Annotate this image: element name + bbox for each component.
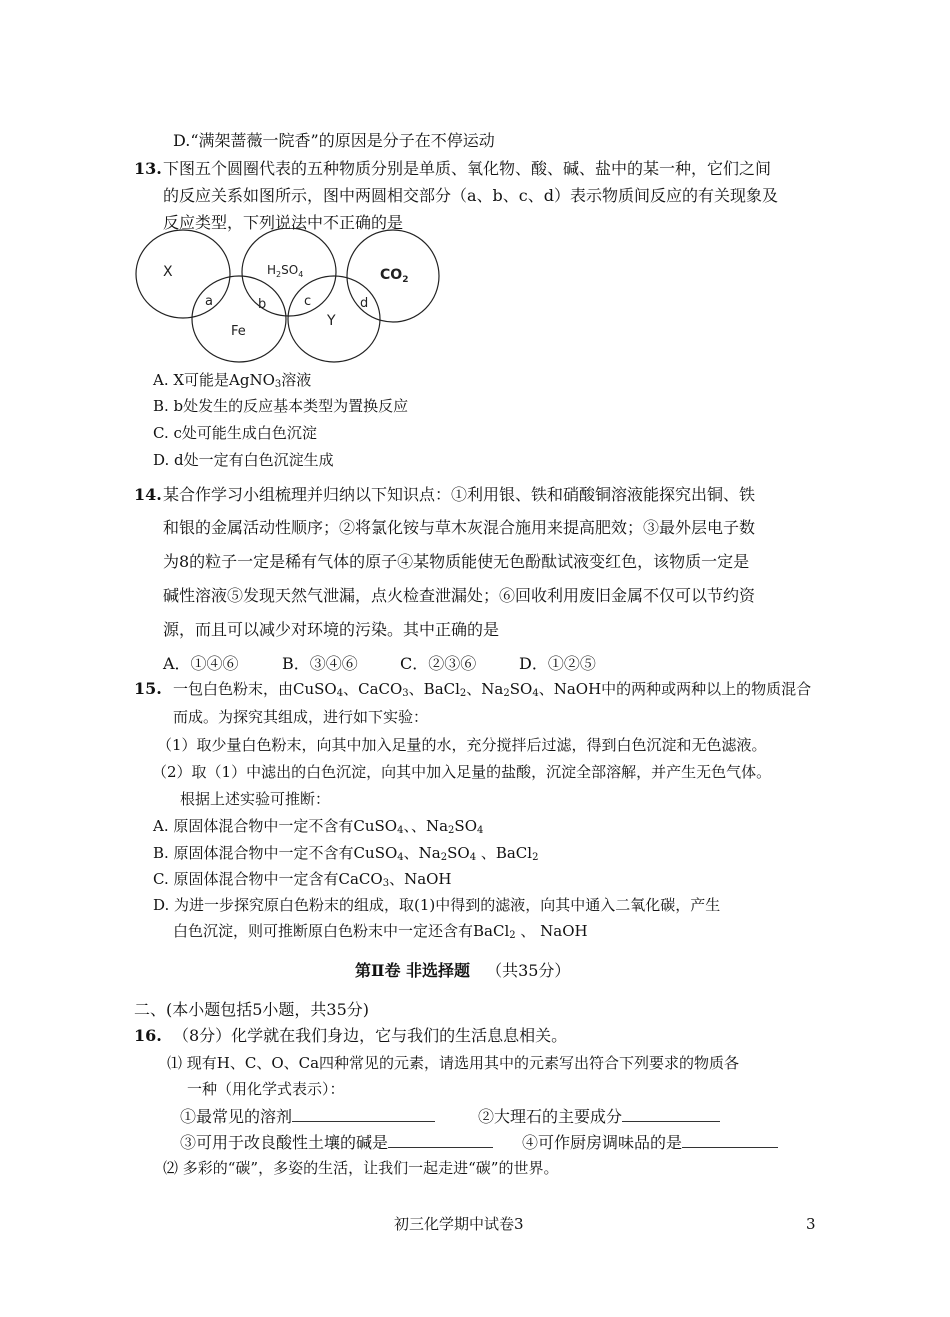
q16-stem: （8分）化学就在我们身边，它与我们的生活息息相关。 <box>173 1026 568 1045</box>
q15-option-d-line-2: 白色沉淀，则可推断原白色粉末中一定还含有BaCl$_2$ 、 NaOH <box>173 922 588 941</box>
q13-number: 13. <box>134 159 162 178</box>
q13-option-d: D. d处一定有白色沉淀生成 <box>153 451 334 469</box>
q14-option-d: D．①②⑤ <box>519 654 596 673</box>
label-a: a <box>205 294 213 309</box>
answer-blank-4[interactable] <box>682 1131 778 1148</box>
label-c: c <box>304 294 312 309</box>
q14-line-4: 碱性溶液⑤发现天然气泄漏，点火检查泄漏处；⑥回收利用废旧金属不仅可以节约资 <box>163 586 756 605</box>
q16-item-1: ①最常见的溶剂 <box>180 1105 435 1127</box>
q15-inference: 根据上述实验可推断： <box>180 790 331 808</box>
q13-option-c: C. c处可能生成白色沉淀 <box>153 424 317 442</box>
q13-stem-line-2: 的反应关系如图所示，图中两圆相交部分（a、b、c、d）表示物质间反应的有关现象及 <box>163 186 778 205</box>
part2-section: 二、(本小题包括5小题，共35分) <box>134 1000 370 1019</box>
q14-line-2: 和银的金属活动性顺序；②将氯化铵与草木灰混合施用来提高肥效；③最外层电子数 <box>163 518 756 537</box>
part2-header <box>355 961 570 981</box>
part2-title: 第Ⅱ卷 非选择题 <box>355 961 471 980</box>
q13-stem-line-3: 反应类型，下列说法中不正确的是 <box>163 213 404 232</box>
q15-option-c: C. 原固体混合物中一定含有CaCO$_3$、NaOH <box>153 870 452 889</box>
venn-diagram <box>134 228 444 368</box>
q15-experiment-2: （2）取（1）中滤出的白色沉淀，向其中加入足量的盐酸，沉淀全部溶解，并产生无色气体。 <box>152 763 772 781</box>
q16-sub1-line-1: ⑴ 现有H、C、O、Ca四种常见的元素，请选用其中的元素写出符合下列要求的物质各 <box>167 1054 740 1072</box>
q12-option-d: D.“满架蔷薇一院香”的原因是分子在不停运动 <box>173 131 495 150</box>
circle-fe <box>192 276 286 362</box>
label-co2: $CO_2$ <box>380 267 409 285</box>
label-fe: Fe <box>231 324 246 339</box>
q13-stem-line-1: 下图五个圆圈代表的五种物质分别是单质、氧化物、酸、碱、盐中的某一种，它们之间 <box>163 159 772 178</box>
part2-score: （共35分） <box>486 961 571 980</box>
answer-blank-2[interactable] <box>622 1105 720 1122</box>
q16-sub1-line-2: 一种（用化学式表示）： <box>187 1080 345 1098</box>
q16-number: 16. <box>134 1026 162 1045</box>
label-y: Y <box>327 313 336 329</box>
q15-stem-line-1: 一包白色粉末，由CuSO$_4$、CaCO$_3$、BaCl$_2$、$Na_2SO_4$、NaOH中的两种或两种以上的物质混合 <box>173 680 812 699</box>
q14-option-c: C．②③⑥ <box>400 654 477 673</box>
q16-sub2: ⑵ 多彩的“碳”，多姿的生活，让我们一起走进“碳”的世界。 <box>163 1159 559 1177</box>
label-h2so4: $H_2SO_4$ <box>267 263 304 279</box>
q16-item-2: ②大理石的主要成分 <box>478 1105 720 1127</box>
q16-item-3: ③可用于改良酸性土壤的碱是 <box>180 1131 493 1153</box>
q15-option-a: A. 原固体混合物中一定不含有CuSO$_4$、、$Na_2SO_4$ <box>153 817 484 836</box>
q14-option-a: A．①④⑥ <box>163 654 239 673</box>
page-number: 3 <box>806 1215 816 1233</box>
q14-option-b: B．③④⑥ <box>282 654 358 673</box>
label-x: X <box>163 264 173 280</box>
label-d: d <box>360 296 369 311</box>
q15-number: 15. <box>134 679 162 698</box>
circle-x <box>136 230 230 318</box>
q16-item-4: ④可作厨房调味品的是 <box>522 1131 778 1153</box>
label-b: b <box>258 297 267 312</box>
answer-blank-1[interactable] <box>292 1105 435 1122</box>
q13-option-b: B. b处发生的反应基本类型为置换反应 <box>153 397 409 415</box>
q13-option-a: A. X可能是AgNO$_3$溶液 <box>153 371 312 390</box>
answer-blank-3[interactable] <box>388 1131 493 1148</box>
q14-number: 14. <box>134 485 162 504</box>
q15-stem-line-2: 而成。为探究其组成，进行如下实验： <box>173 708 429 726</box>
q14-line-1: 某合作学习小组梳理并归纳以下知识点：①利用银、铁和硝酸铜溶液能探究出铜、铁 <box>163 485 756 504</box>
q15-option-b: B. 原固体混合物中一定不含有CuSO$_4$、$Na_2SO_4$ 、BaCl$_2$ <box>153 844 539 863</box>
q15-experiment-1: （1）取少量白色粉末，向其中加入足量的水，充分搅拌后过滤，得到白色沉淀和无色滤液。 <box>157 736 767 754</box>
footer-title: 初三化学期中试卷3 <box>394 1215 524 1233</box>
q14-line-5: 源，而且可以减少对环境的污染。其中正确的是 <box>163 620 500 639</box>
q15-option-d-line-1: D. 为进一步探究原白色粉末的组成，取(1)中得到的滤液，向其中通入二氧化碳，产生 <box>153 896 721 914</box>
q14-line-3: 为8的粒子一定是稀有气体的原子④某物质能使无色酚酞试液变红色，该物质一定是 <box>163 552 750 571</box>
